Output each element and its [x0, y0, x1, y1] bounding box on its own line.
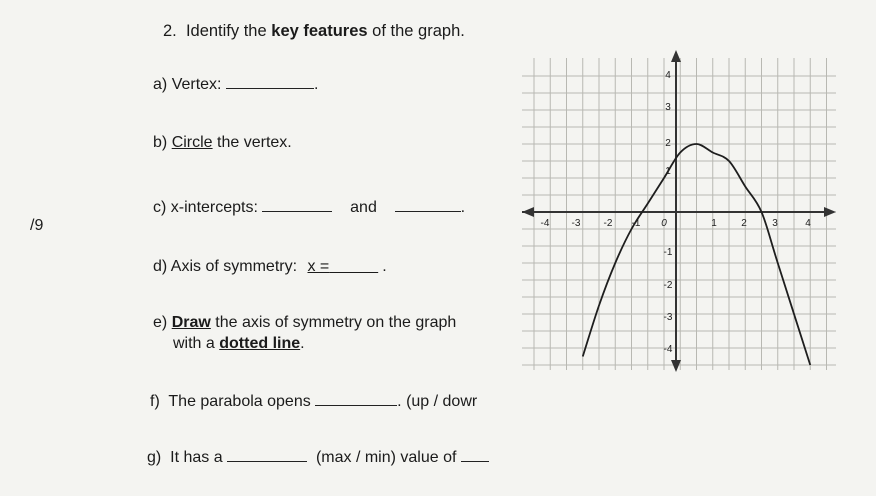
item-e-letter: e) [153, 314, 168, 331]
max-min-blank[interactable] [227, 447, 307, 462]
extreme-value-blank[interactable] [461, 447, 489, 462]
item-f-text: The parabola opens [168, 393, 311, 410]
item-a-letter: a) [153, 76, 168, 93]
item-a-text: Vertex: [171, 76, 222, 93]
item-g-middle: (max / min) value of [315, 449, 457, 466]
y-tick-label: 4 [665, 70, 671, 81]
y-tick-label: 2 [665, 138, 671, 149]
item-d-letter: d) [153, 258, 168, 275]
score-label: /9 [30, 217, 44, 234]
y-tick-label: -3 [663, 312, 673, 323]
y-tick-label: -2 [663, 280, 673, 291]
y-axis-arrow-down [671, 360, 681, 372]
question-emphasis: key features [271, 22, 368, 40]
y-tick-label: 3 [665, 102, 671, 113]
item-b [153, 135, 292, 151]
y-tick-label: -4 [663, 344, 673, 355]
item-f-letter: f) [150, 393, 160, 410]
item-c [153, 197, 465, 216]
item-b-text: the vertex. [217, 134, 292, 151]
item-g-letter: g) [147, 449, 162, 466]
item-a [153, 74, 318, 93]
x-tick-label: 1 [711, 218, 717, 229]
x-intercept-2-blank[interactable] [395, 197, 461, 212]
item-e-bold: Draw [171, 314, 211, 331]
x-intercept-1-blank[interactable] [262, 197, 332, 212]
y-tick-label: -1 [663, 247, 673, 258]
item-e [153, 312, 456, 354]
axis-of-symmetry-blank[interactable] [301, 258, 382, 275]
question-number: 2. [163, 22, 177, 40]
item-e-line2-prefix: with a [173, 335, 215, 352]
x-tick-label: 4 [805, 218, 811, 229]
item-d-text: Axis of symmetry: [170, 258, 298, 275]
item-g-text: It has a [170, 449, 223, 466]
graph-curve-group [583, 144, 811, 365]
item-g [147, 447, 489, 466]
item-a-end: . [313, 76, 319, 93]
item-c-end: . [460, 199, 466, 216]
x-tick-label: 2 [741, 218, 747, 229]
item-f-end: . (up / dowr [397, 393, 478, 410]
question-suffix: of the graph. [372, 22, 465, 40]
question-title [163, 23, 465, 40]
parabola-curve [583, 144, 811, 365]
question-prefix: Identify the [185, 22, 267, 40]
graph-tick-labels [541, 70, 812, 355]
item-c-letter: c) [153, 199, 167, 216]
item-c-and: and [350, 199, 377, 216]
item-f [150, 391, 477, 410]
item-d [153, 259, 387, 275]
item-e-text: the axis of symmetry on the graph [215, 314, 457, 331]
graph-grid [522, 58, 836, 370]
item-b-letter: b) [153, 134, 168, 151]
x-tick-label: -3 [571, 218, 581, 229]
item-e-line2-end: . [300, 335, 305, 352]
item-e-line2-bold: dotted line [219, 335, 301, 352]
item-d-fill: x = [307, 258, 330, 275]
item-d-end: . [382, 258, 387, 275]
y-axis-arrow-up [671, 50, 681, 62]
opens-direction-blank[interactable] [315, 391, 397, 406]
x-tick-label: 0 [661, 218, 667, 229]
x-tick-label: -4 [540, 218, 550, 229]
item-c-text: x-intercepts: [170, 199, 258, 216]
x-tick-label: -2 [603, 218, 613, 229]
item-b-underlined: Circle [171, 134, 213, 151]
graph-axes [522, 50, 836, 372]
y-tick-label: 1 [665, 166, 671, 177]
vertex-answer-blank[interactable] [226, 74, 314, 89]
x-axis-arrow-left [522, 207, 534, 217]
x-tick-label: 3 [772, 218, 778, 229]
x-axis-arrow-right [824, 207, 836, 217]
x-tick-label: -1 [631, 218, 641, 229]
